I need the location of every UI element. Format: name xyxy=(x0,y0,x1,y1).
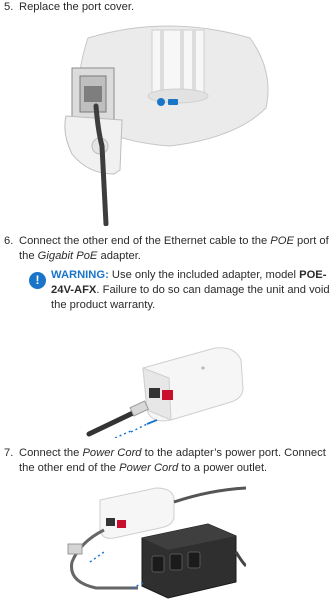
step-text: Replace the port cover. xyxy=(19,1,135,13)
warning-icon: ! xyxy=(29,272,46,289)
access-point-port-cover-illustration xyxy=(60,16,275,226)
step-number: 6. xyxy=(4,235,14,247)
step-number: 7. xyxy=(4,447,14,459)
power-outlet-connection-illustration xyxy=(60,482,246,600)
step-text: Connect the other end of the Ethernet cable to the POE port of the Gigabit PoE adapter. xyxy=(19,235,329,262)
adapter-model: POE-24V-AFX xyxy=(51,269,327,296)
adapter-name: Gigabit PoE xyxy=(37,250,98,262)
step-number: 5. xyxy=(4,1,14,13)
warning-text: WARNING: Use only the included adapter, model POE-24V-AFX. Failure to do so can damage the unit and void the product warranty. xyxy=(51,269,330,311)
power-cord-label: Power Cord xyxy=(119,462,179,474)
poe-adapter-ethernet-illustration xyxy=(85,338,265,438)
warning-label: WARNING: xyxy=(51,269,109,281)
poe-port-label: POE xyxy=(270,235,294,247)
step-text: Connect the Power Cord to the adapter’s power port. Connect the other end of the Power Cord to a power outlet. xyxy=(19,447,326,474)
power-cord-label: Power Cord xyxy=(82,447,142,459)
